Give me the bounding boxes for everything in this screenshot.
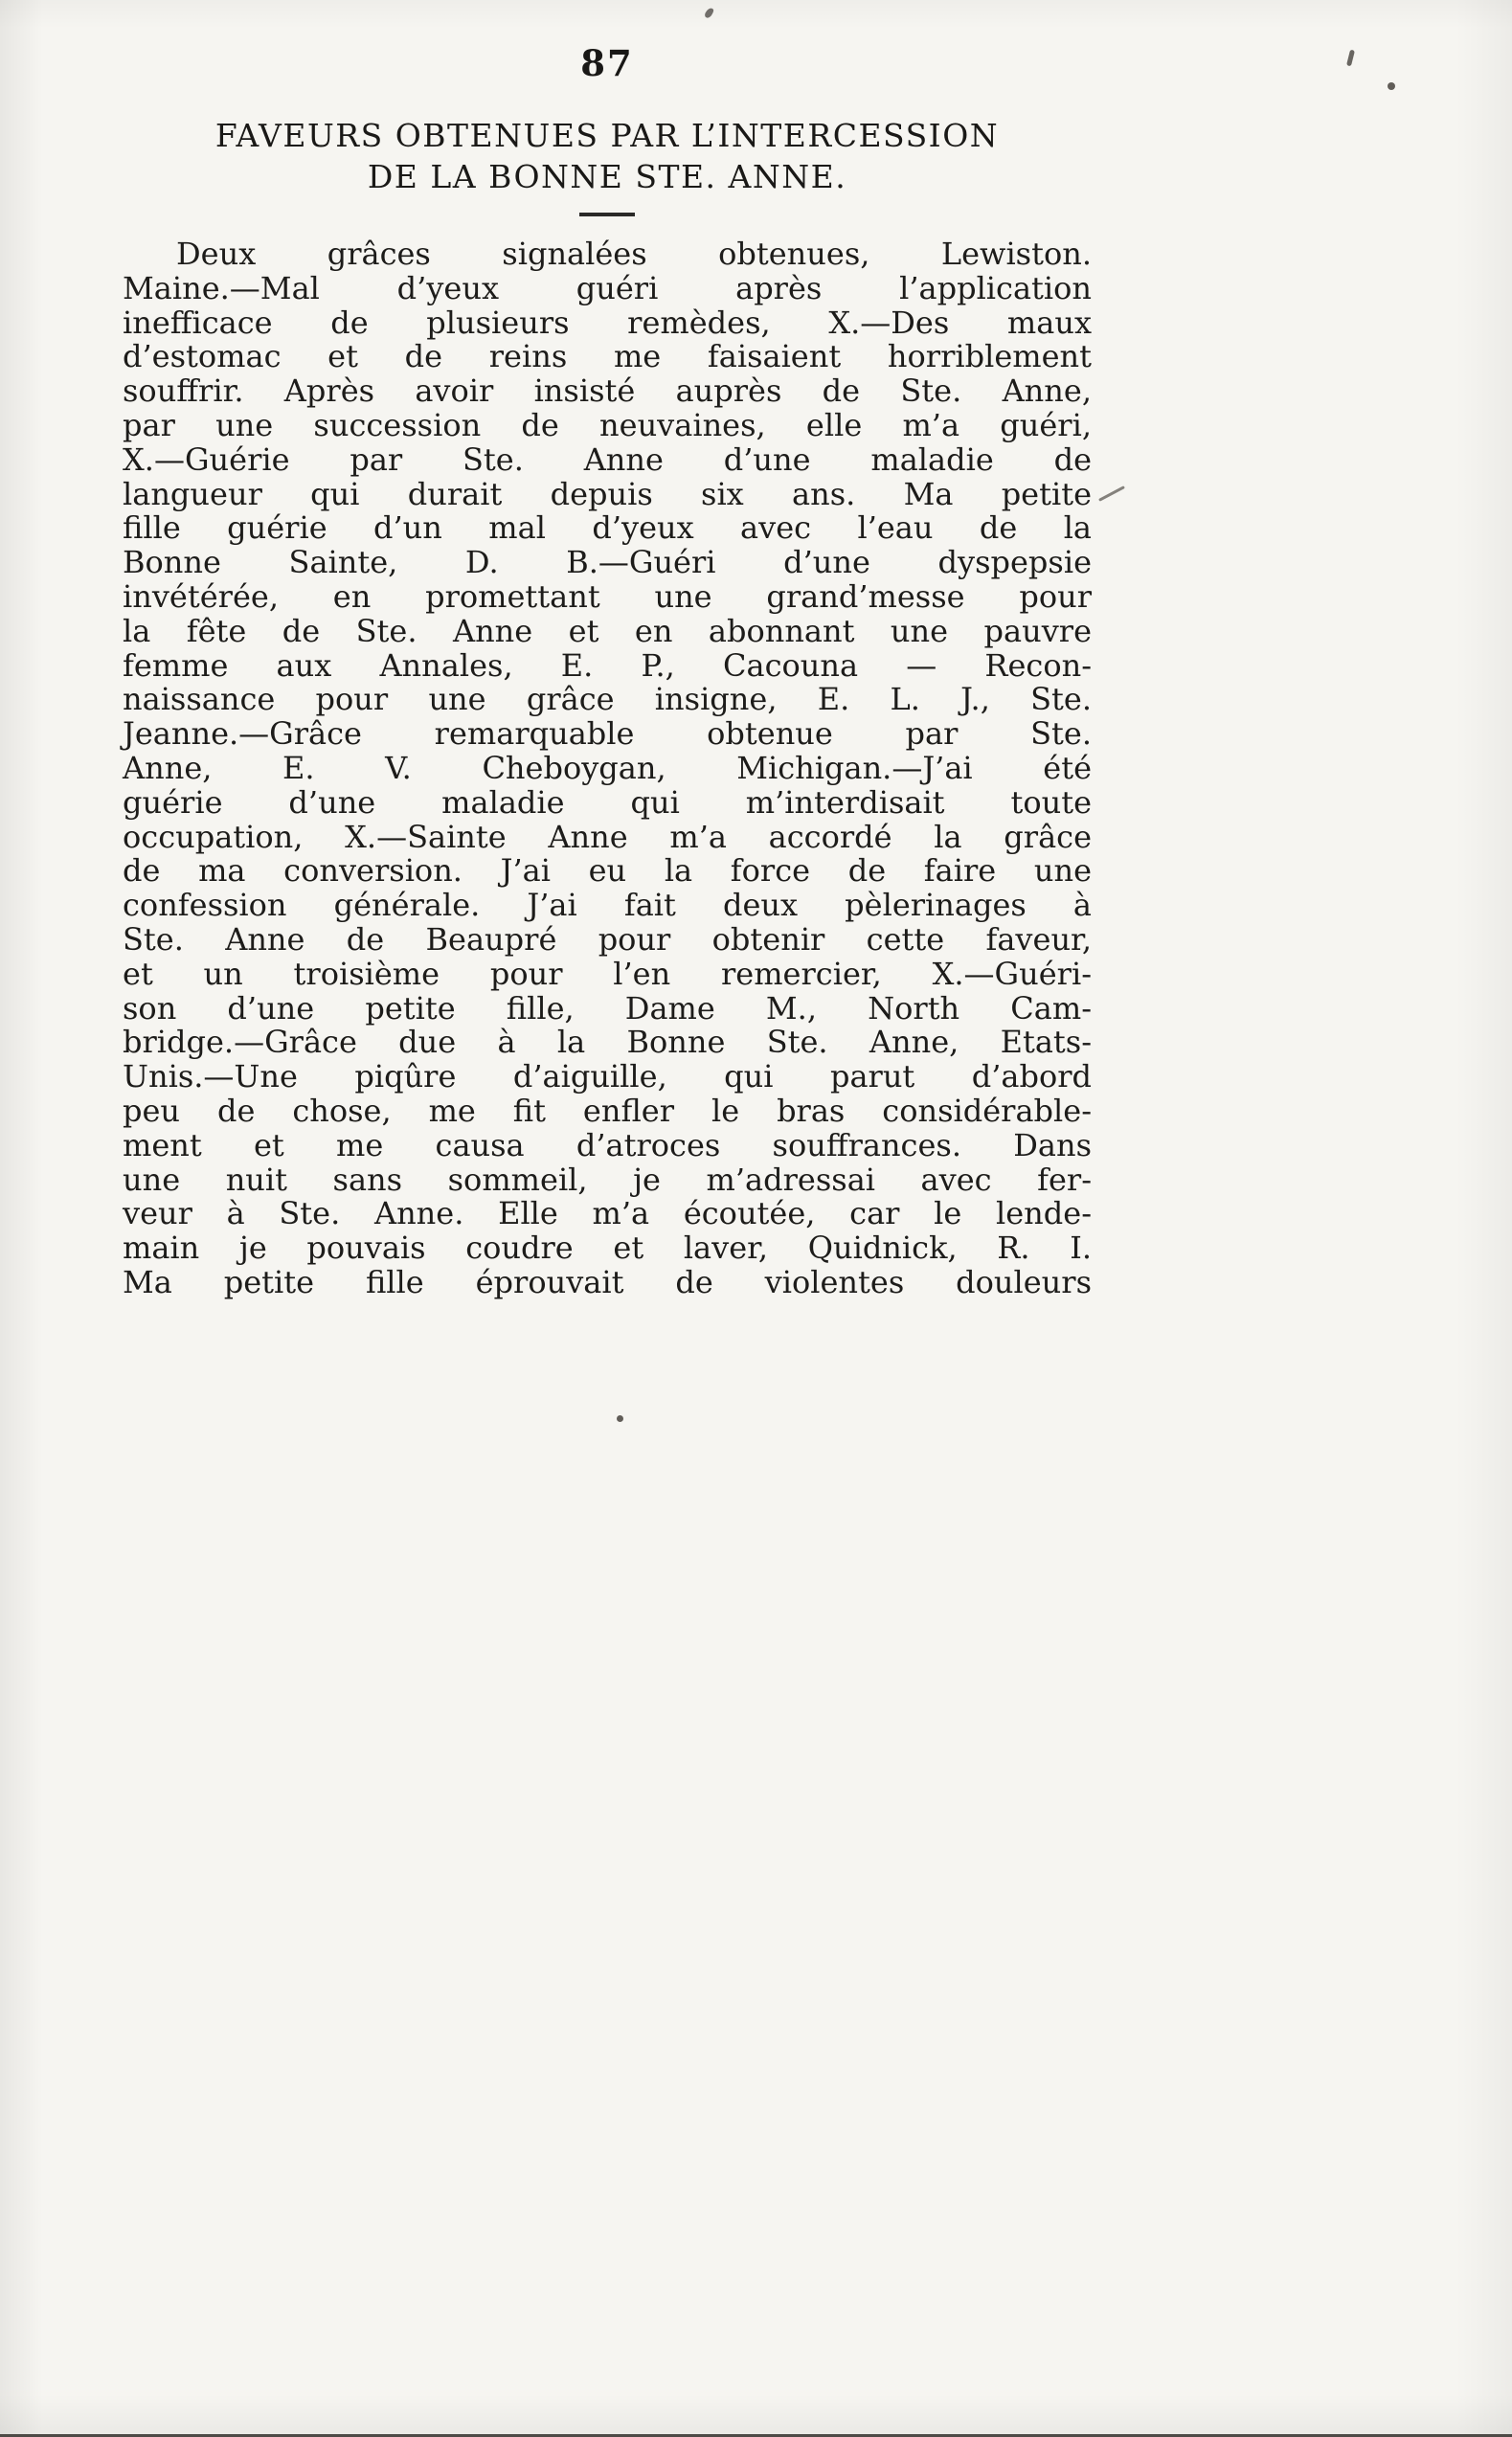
body-line: Jeanne.—Grâce remarquable obtenue par Ste. — [123, 715, 1092, 753]
body-line: de ma conversion. J’ai eu la force de faire une — [123, 852, 1092, 890]
body-line: invétérée, en promettant une grand’messe pour — [123, 577, 1092, 615]
heading-divider-rule — [579, 213, 635, 216]
body-line: Anne, E. V. Cheboygan, Michigan.—J’ai été — [123, 749, 1092, 786]
body-line: souffrir. Après avoir insisté auprès de Ste. Anne, — [123, 372, 1092, 410]
body-line: et un troisième pour l’en remercier, X.—Guéri- — [123, 955, 1092, 992]
text-column — [123, 42, 1092, 1300]
body-line: par une succession de neuvaines, elle m’a guéri, — [123, 406, 1092, 443]
chapter-heading-line2: DE LA BONNE STE. ANNE. — [367, 158, 847, 195]
body-line: d’estomac et de reins me faisaient horriblement — [123, 338, 1092, 375]
scan-artifact-dot — [1388, 82, 1395, 90]
chapter-heading — [123, 115, 1092, 197]
body-line: veur à Ste. Anne. Elle m’a écoutée, car le lende- — [123, 1195, 1092, 1232]
body-line: Deux grâces signalées obtenues, Lewiston. — [176, 236, 1092, 272]
body-line: son d’une petite fille, Dame M., North Cam- — [123, 989, 1092, 1027]
scan-artifact-bottom-dot — [617, 1415, 623, 1422]
body-line: naissance pour une grâce insigne, E. L. J., Ste. — [123, 681, 1092, 718]
body-line: inefficace de plusieurs remèdes, X.—Des maux — [123, 304, 1092, 341]
body-line: bridge.—Grâce due à la Bonne Ste. Anne, Etats- — [123, 1024, 1092, 1061]
scan-artifact-tick — [1098, 485, 1125, 502]
scan-artifact-speck — [704, 7, 714, 19]
chapter-heading-line1: FAVEURS OBTENUES PAR L’INTERCESSION — [214, 117, 1000, 154]
body-line: X.—Guérie par Ste. Anne d’une maladie de — [123, 440, 1092, 478]
body-line: la fête de Ste. Anne et en abonnant une pauvre — [123, 612, 1092, 649]
body-line: fille guérie d’un mal d’yeux avec l’eau de la — [123, 509, 1092, 547]
body-line: Bonne Sainte, D. B.—Guéri d’une dyspepsie — [123, 544, 1092, 581]
body-line: occupation, X.—Sainte Anne m’a accordé la grâce — [123, 818, 1092, 855]
scan-artifact-stroke — [1346, 50, 1355, 67]
body-line: confession générale. J’ai fait deux pèlerinages à — [123, 887, 1092, 924]
body-paragraph — [123, 237, 1092, 1300]
body-line: femme aux Annales, E. P., Cacouna — Recon- — [123, 646, 1092, 684]
body-line: Unis.—Une piqûre d’aiguille, qui parut d’abord — [123, 1058, 1092, 1095]
body-line: Maine.—Mal d’yeux guéri après l’application — [123, 269, 1092, 306]
body-line: main je pouvais coudre et laver, Quidnick, R. I. — [123, 1230, 1092, 1267]
body-line: une nuit sans sommeil, je m’adressai avec fer- — [123, 1161, 1092, 1198]
body-line: langueur qui durait depuis six ans. Ma petite — [123, 475, 1092, 512]
body-line: Ma petite fille éprouvait de violentes douleurs — [123, 1263, 1092, 1300]
body-line: Ste. Anne de Beaupré pour obtenir cette faveur, — [123, 920, 1092, 958]
body-line: ment et me causa d’atroces souffrances. Dans — [123, 1126, 1092, 1163]
body-line: peu de chose, me fit enfler le bras considérable- — [123, 1092, 1092, 1129]
body-line: guérie d’une maladie qui m’interdisait toute — [123, 783, 1092, 821]
page-number: 87 — [580, 42, 634, 84]
